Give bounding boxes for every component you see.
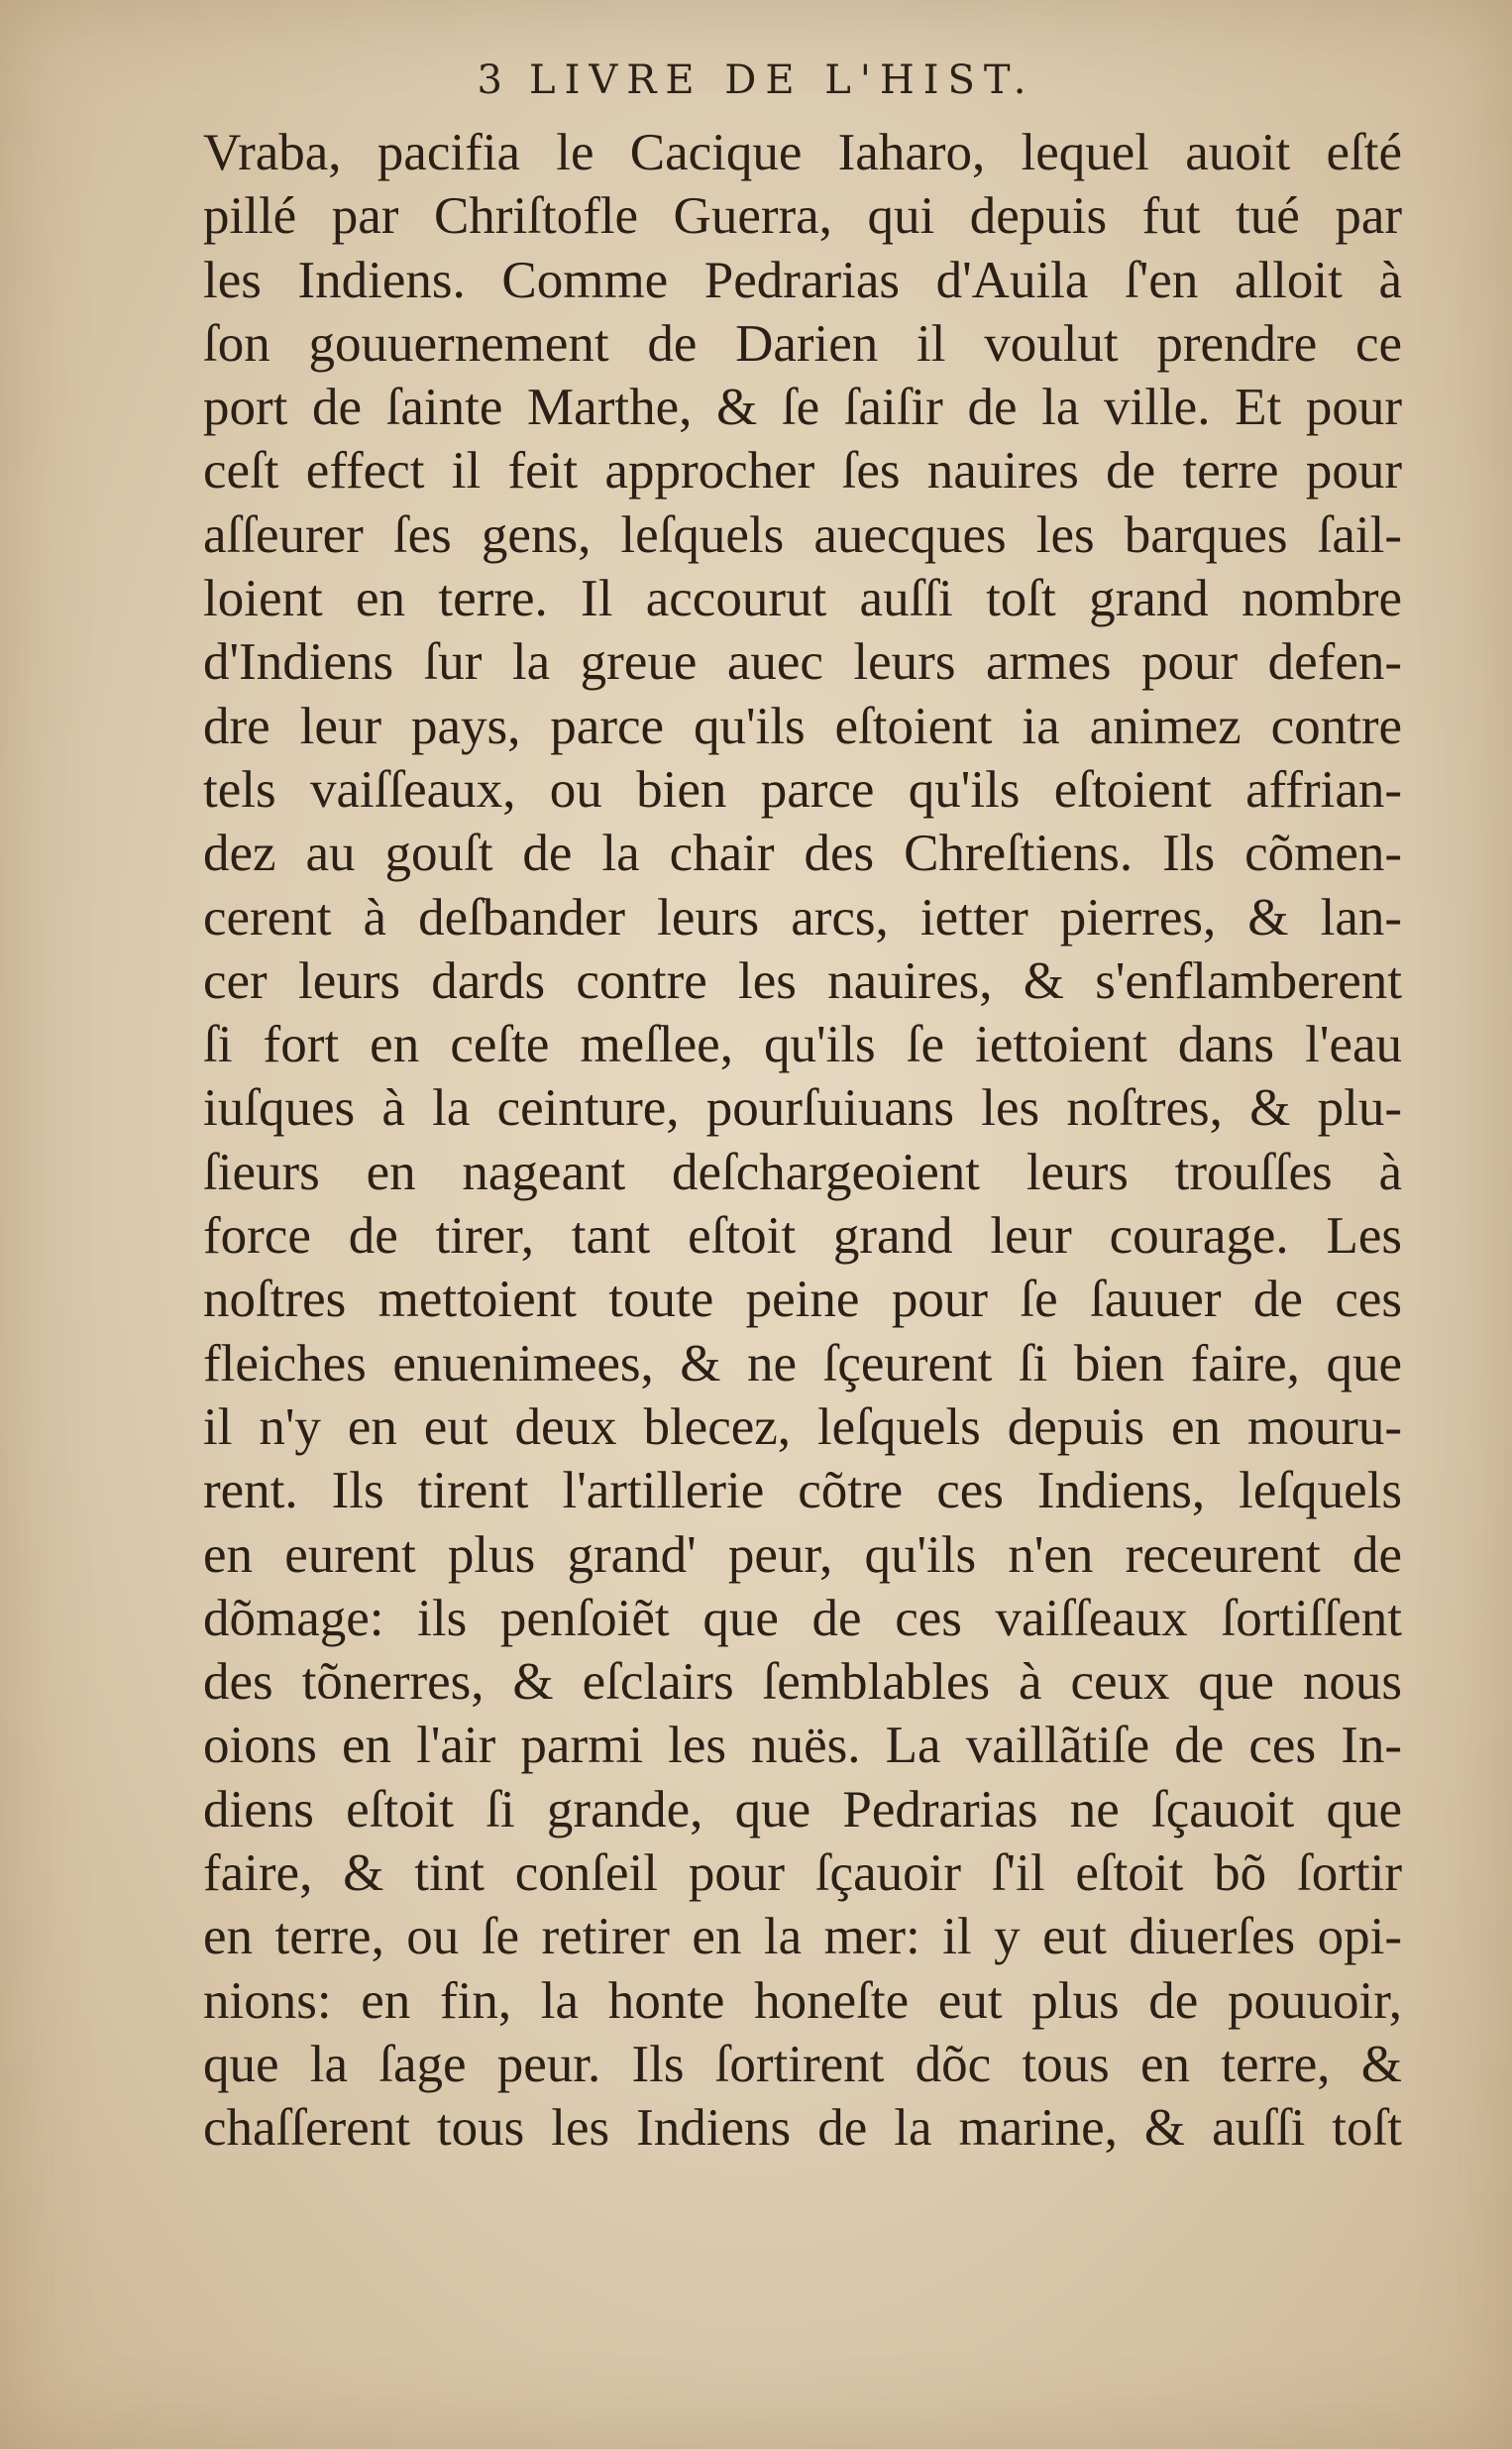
text-line: port de ſainte Marthe, & ſe ſaiſir de la ville. Et pour: [203, 379, 1402, 437]
running-head: [0, 57, 1512, 103]
text-line: il n'y en eut deux blecez, leſquels depuis en mouru-: [203, 1397, 1402, 1456]
text-line: oions en l'air parmi les nuës. La vaillãtiſe de ces In-: [203, 1717, 1402, 1775]
text-line: force de tirer, tant eſtoit grand leur courage. Les: [203, 1207, 1402, 1266]
text-line: cer leurs dards contre les nauires, & s'enflamberent: [203, 951, 1402, 1010]
text-line: iuſques à la ceinture, pourſuiuans les noſtres, & plu-: [203, 1079, 1402, 1138]
text-line: cerent à deſbander leurs arcs, ietter pierres, & lan-: [203, 888, 1402, 946]
text-line: ceſt effect il feit approcher ſes nauires de terre pour: [203, 442, 1402, 501]
text-line: pillé par Chriſtofle Guerra, qui depuis fut tué par: [203, 187, 1402, 246]
text-line: des tõnerres, & eſclairs ſemblables à ceux que nous: [203, 1653, 1402, 1712]
text-line: que la ſage peur. Ils ſortirent dõc tous en terre, &: [203, 2035, 1402, 2093]
text-line: les Indiens. Comme Pedrarias d'Auila ſ'en alloit à: [203, 251, 1402, 309]
text-line: en eurent plus grand' peur, qu'ils n'en receurent de: [203, 1525, 1402, 1584]
text-line: diens eſtoit ſi grande, que Pedrarias ne ſçauoit que: [203, 1780, 1402, 1838]
text-line: ſieurs en nageant deſchargeoient leurs trouſſes à: [203, 1143, 1402, 1201]
text-line: ſi fort en ceſte meſlee, qu'ils ſe iettoient dans l'eau: [203, 1016, 1402, 1074]
text-line: dez au gouſt de la chair des Chreſtiens. Ils cõmen-: [203, 825, 1402, 883]
text-line: dõmage: ils penſoiẽt que de ces vaiſſeaux ſortiſſent: [203, 1589, 1402, 1647]
text-line: rent. Ils tirent l'artillerie cõtre ces Indiens, leſquels: [203, 1462, 1402, 1520]
text-line: en terre, ou ſe retirer en la mer: il y eut diuerſes opi-: [203, 1908, 1402, 1966]
signature-mark: 3: [477, 57, 511, 103]
text-line: noſtres mettoient toute peine pour ſe ſauuer de ces: [203, 1271, 1402, 1329]
text-line: loient en terre. Il accourut auſſi toſt grand nombre: [203, 570, 1402, 628]
text-line: chaſſerent tous les Indiens de la marine, & auſſi toſt: [203, 2099, 1402, 2158]
text-line: tels vaiſſeaux, ou bien parce qu'ils eſtoient affrian-: [203, 760, 1402, 819]
body-text: [203, 121, 1402, 2161]
running-head-title: LIVRE DE L'HIST.: [529, 57, 1035, 103]
text-line: dre leur pays, parce qu'ils eſtoient ia animez contre: [203, 697, 1402, 755]
text-line: Vraba, pacifia le Cacique Iaharo, lequel auoit eſté: [203, 124, 1402, 181]
text-line: faire, & tint conſeil pour ſçauoir ſ'il eſtoit bõ ſortir: [203, 1844, 1402, 1903]
text-line: fleiches enuenimees, & ne ſçeurent ſi bien faire, que: [203, 1334, 1402, 1392]
text-line: ſon gouuernement de Darien il voulut prendre ce: [203, 314, 1402, 373]
text-line: nions: en fin, la honte honeſte eut plus de pouuoir,: [203, 1971, 1402, 2030]
text-line: aſſeurer ſes gens, leſquels auecques les barques ſail-: [203, 505, 1402, 564]
text-line: d'Indiens ſur la greue auec leurs armes pour defen-: [203, 633, 1402, 692]
